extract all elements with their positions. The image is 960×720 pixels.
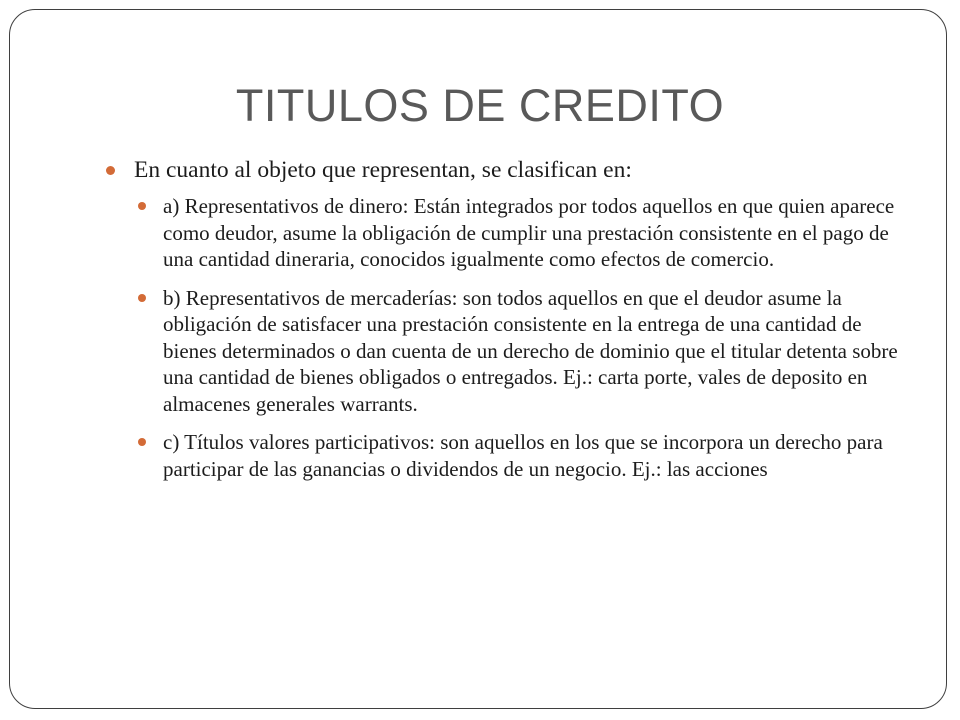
sub-bullet-text: a) Representativos de dinero: Están integrados por todos aquellos en que quien aparece como deudor, asume la obligación de cumplir una prestación consistente en el pago de una cantidad dineraria, conocidos igualmente como efectos de comercio. [163, 194, 895, 271]
bullet-dot-icon [138, 202, 146, 210]
bullet-dot-icon [138, 294, 146, 302]
bullet-intro [104, 155, 916, 185]
sub-bullet-item [104, 193, 916, 273]
slide-title: TITULOS DE CREDITO [235, 80, 725, 131]
intro-text: En cuanto al objeto que representan, se clasifican en: [134, 157, 632, 183]
sub-bullet-item [104, 285, 916, 418]
sub-bullet-list [104, 193, 916, 482]
sub-bullet-item [104, 429, 916, 482]
sub-bullet-text: b) Representativos de mercaderías: son todos aquellos en que el deudor asume la obligación de satisfacer una prestación consistente en la entrega de una cantidad de bienes determinados o dan cuenta de un derecho de dominio que el titular detenta sobre una cantidad de bienes obligados o entregados. Ej.: carta porte, vales de deposito en almacenes generales warrants. [163, 285, 898, 416]
bullet-dot-icon [138, 438, 146, 446]
sub-bullet-text: c) Títulos valores participativos: son aquellos en los que se incorpora un derecho para participar de las ganancias o dividendos de un negocio. Ej.: las acciones [163, 430, 883, 481]
bullet-dot-icon [106, 166, 115, 175]
slide-content [104, 155, 916, 494]
